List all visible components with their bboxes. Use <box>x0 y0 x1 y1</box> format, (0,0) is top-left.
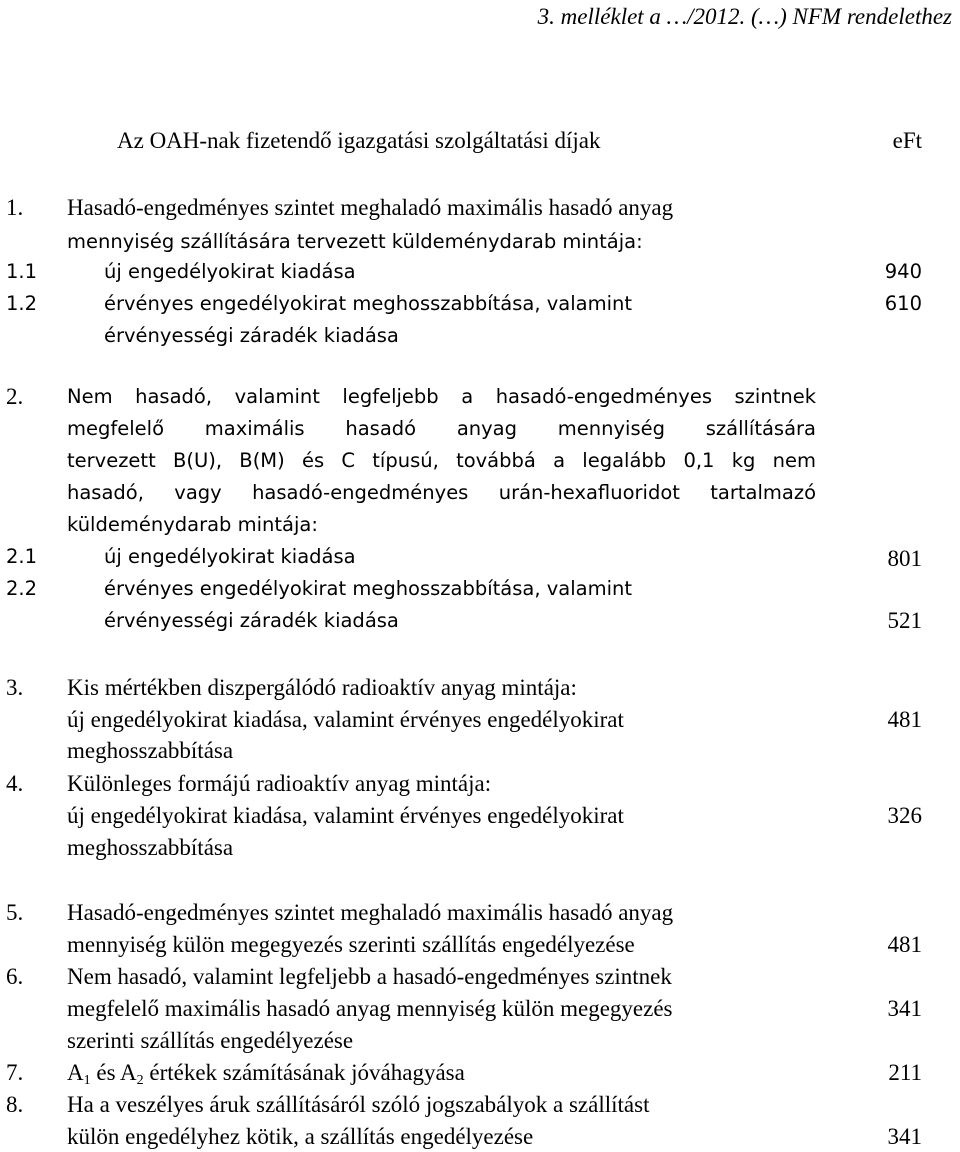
section-text-line: Ha a veszélyes áruk szállításáról szóló jogszabályok a szállítást <box>67 1092 650 1117</box>
section-text-line: külön engedélyhez kötik, a szállítás engedélyezése <box>67 1124 534 1149</box>
section-text-line: új engedélyokirat kiadása, valamint érvényes engedélyokirat <box>67 707 624 732</box>
unit-label: eFt <box>892 128 922 153</box>
section-text-line: új engedélyokirat kiadása, valamint érvényes engedélyokirat <box>67 803 624 828</box>
item-text: új engedélyokirat kiadása <box>104 260 356 283</box>
section-text-line: mennyiség külön megegyezés szerinti szállítás engedélyezése <box>67 932 635 957</box>
section-text-line: megfelelő maximális hasadó anyag mennyiség szállítására <box>67 417 816 440</box>
fee-amount: 341 <box>887 1124 922 1149</box>
section-number: 2. <box>6 384 24 409</box>
a-symbol: A <box>67 1060 84 1085</box>
fee-amount: 481 <box>887 707 922 732</box>
section-text-line: küldeménydarab mintája: <box>67 513 318 536</box>
fee-amount: 341 <box>887 996 922 1021</box>
section-text-line: mennyiség szállítására tervezett küldeménydarab mintája: <box>67 230 643 253</box>
section-text-line: meghosszabbítása <box>67 738 234 763</box>
fee-amount: 801 <box>887 546 922 571</box>
section-text-line: Nem hasadó, valamint legfeljebb a hasadó-engedményes szintnek <box>67 385 816 408</box>
annex-header: 3. melléklet a …/2012. (…) NFM rendelethez <box>537 4 952 29</box>
text-mid: és A <box>90 1060 137 1085</box>
item-number: 1.1 <box>6 260 38 283</box>
item-text: új engedélyokirat kiadása <box>104 545 356 568</box>
item-number: 1.2 <box>6 292 38 315</box>
fee-amount: 481 <box>887 932 922 957</box>
fee-amount: 940 <box>884 260 922 283</box>
subscript-1: 1 <box>83 1073 91 1088</box>
item-text: érvényességi záradék kiadása <box>104 609 399 632</box>
subscript-2: 2 <box>136 1073 144 1088</box>
section-number: 4. <box>6 771 24 796</box>
item-text: érvényességi záradék kiadása <box>104 324 399 347</box>
section-text-line: Hasadó-engedményes szintet meghaladó maximális hasadó anyag <box>67 900 674 925</box>
fee-amount: 521 <box>887 608 922 633</box>
item-text: érvényes engedélyokirat meghosszabbítása, valamint <box>104 292 633 315</box>
section-text-line: szerinti szállítás engedélyezése <box>67 1028 354 1053</box>
section-number: 5. <box>6 900 24 925</box>
fee-amount: 610 <box>884 292 922 315</box>
section-number: 8. <box>6 1092 24 1117</box>
section-number: 6. <box>6 964 24 989</box>
item-text: érvényes engedélyokirat meghosszabbítása, valamint <box>104 577 633 600</box>
section-text-line: Kis mértékben diszpergálódó radioaktív anyag mintája: <box>67 675 577 700</box>
item-number: 2.1 <box>6 545 38 568</box>
fee-amount: 326 <box>887 803 922 828</box>
section-number: 1. <box>6 195 24 220</box>
item-number: 2.2 <box>6 577 38 600</box>
section-text-line <box>67 1061 465 1088</box>
section-text-line: tervezett B(U), B(M) és C típusú, továbbá a legalább 0,1 kg nem <box>67 449 816 472</box>
section-number: 7. <box>6 1060 24 1085</box>
section-text-line: Különleges formájú radioaktív anyag mintája: <box>67 771 492 796</box>
section-number: 3. <box>6 675 24 700</box>
section-text-line: Nem hasadó, valamint legfeljebb a hasadó-engedményes szintnek <box>67 964 672 989</box>
document-title: Az OAH-nak fizetendő igazgatási szolgáltatási díjak <box>117 128 601 153</box>
section-text-line: megfelelő maximális hasadó anyag mennyiség külön megegyezés <box>67 996 673 1021</box>
section-text-line: meghosszabbítása <box>67 835 234 860</box>
fee-amount: 211 <box>888 1060 922 1085</box>
section-text-line: hasadó, vagy hasadó-engedményes urán-hexafluoridot tartalmazó <box>67 481 816 504</box>
text-rest: értékek számításának jóváhagyása <box>143 1060 465 1085</box>
section-text-line: Hasadó-engedményes szintet meghaladó maximális hasadó anyag <box>67 195 674 220</box>
